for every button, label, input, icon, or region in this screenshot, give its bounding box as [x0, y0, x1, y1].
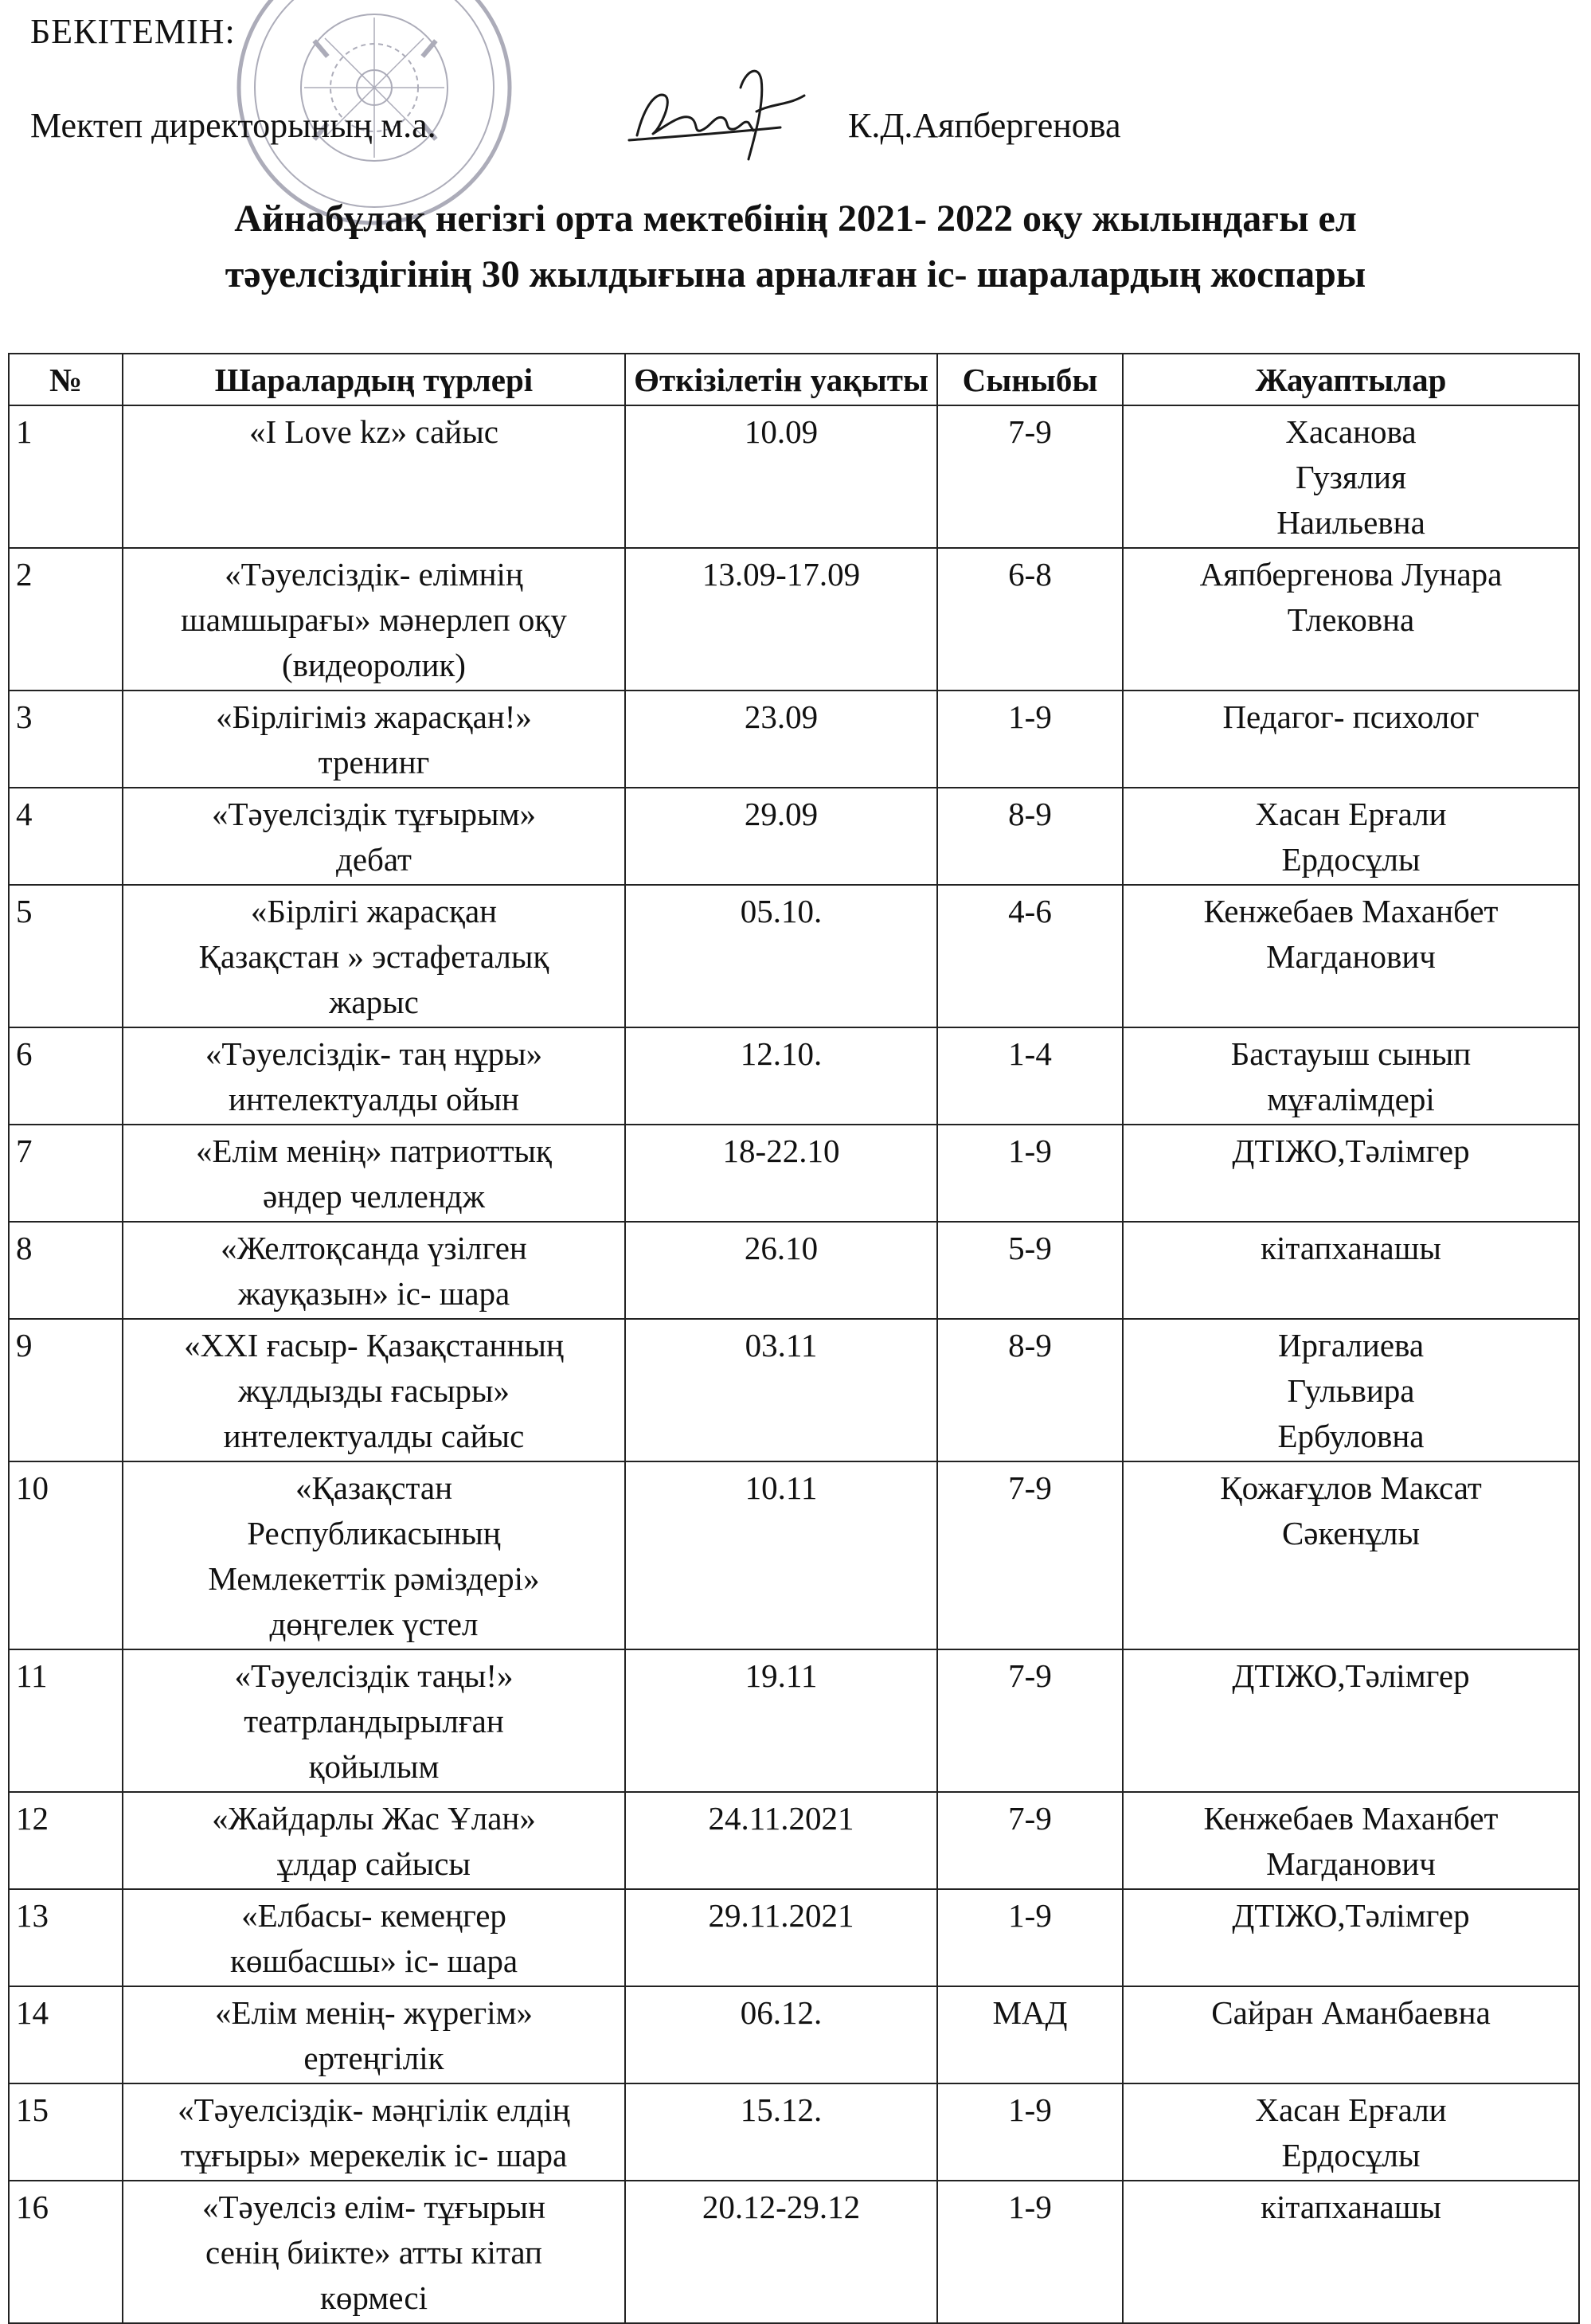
event-line: «Жайдарлы Жас Ұлан» — [212, 1800, 536, 1837]
event-line: «Елім менің» патриоттық — [196, 1133, 552, 1169]
date-cell: 10.11 — [625, 1461, 937, 1649]
event-cell — [123, 885, 625, 1027]
row-number: 8 — [9, 1222, 123, 1319]
row-number: 2 — [9, 548, 123, 691]
document-title-line-1: Айнабұлақ негізгі орта мектебінің 2021- 2022 оқу жылындағы ел — [234, 198, 1357, 240]
event-line: әндер челлендж — [262, 1178, 485, 1215]
event-line: «Елбасы- кемеңгер — [241, 1897, 506, 1934]
responsible-line: Қожағұлов Максат — [1220, 1469, 1482, 1506]
row-number: 15 — [9, 2083, 123, 2181]
table-row — [9, 1792, 1579, 1889]
responsible-line: Бастауыш сынып — [1230, 1035, 1472, 1072]
event-cell — [123, 2083, 625, 2181]
responsible-cell — [1123, 1222, 1579, 1319]
header-grade: Сыныбы — [937, 354, 1123, 405]
event-line: дебат — [336, 841, 412, 878]
responsible-cell — [1123, 1125, 1579, 1222]
event-line: «Тәуелсіздік- таң нұры» — [205, 1035, 543, 1072]
responsible-line: Гульвира — [1287, 1372, 1415, 1409]
row-number: 16 — [9, 2181, 123, 2323]
table-row — [9, 1125, 1579, 1222]
director-signature — [621, 48, 820, 167]
responsible-line: Ербуловна — [1277, 1418, 1425, 1454]
responsible-line: мұғалімдері — [1267, 1081, 1435, 1117]
event-line: «Тәуелсіздік- мәңгілік елдің — [178, 2091, 570, 2128]
event-cell — [123, 788, 625, 885]
date-cell: 18-22.10 — [625, 1125, 937, 1222]
event-line: жарыс — [329, 984, 419, 1020]
responsible-line: Хасанова — [1285, 413, 1417, 450]
header-responsible: Жауаптылар — [1123, 354, 1579, 405]
event-line: театрландырылған — [244, 1703, 504, 1739]
responsible-line: Кенжебаев Маханбет — [1203, 1800, 1499, 1837]
event-cell — [123, 691, 625, 788]
document-title — [0, 191, 1591, 303]
table-row — [9, 2083, 1579, 2181]
grade-cell: 1-9 — [937, 691, 1123, 788]
responsible-cell — [1123, 1792, 1579, 1889]
event-line: шамшырағы» мәнерлеп оқу — [181, 601, 567, 638]
row-number: 10 — [9, 1461, 123, 1649]
table-header-row — [9, 354, 1579, 405]
responsible-line: ДТІЖО,Тәлімгер — [1232, 1133, 1470, 1169]
responsible-cell — [1123, 1889, 1579, 1986]
event-line: ұлдар сайысы — [277, 1845, 471, 1882]
table-row — [9, 405, 1579, 548]
row-number: 1 — [9, 405, 123, 548]
responsible-line: Сайран Аманбаевна — [1211, 1994, 1491, 2031]
grade-cell: 8-9 — [937, 1319, 1123, 1461]
grade-cell: 5-9 — [937, 1222, 1123, 1319]
event-line: «Елім менің- жүрегім» — [214, 1994, 534, 2031]
grade-cell: 1-9 — [937, 1125, 1123, 1222]
date-cell: 05.10. — [625, 885, 937, 1027]
event-cell — [123, 405, 625, 548]
grade-cell: 1-9 — [937, 2181, 1123, 2323]
date-cell: 10.09 — [625, 405, 937, 548]
date-cell: 29.11.2021 — [625, 1889, 937, 1986]
event-line: «Бірлігіміз жарасқан!» — [216, 698, 532, 735]
date-cell: 06.12. — [625, 1986, 937, 2083]
responsible-line: Тлековна — [1287, 601, 1415, 638]
date-cell: 20.12-29.12 — [625, 2181, 937, 2323]
grade-cell: 1-9 — [937, 2083, 1123, 2181]
date-cell: 13.09-17.09 — [625, 548, 937, 691]
row-number: 3 — [9, 691, 123, 788]
events-plan-table — [8, 353, 1580, 2324]
event-line: жұлдызды ғасыры» — [237, 1372, 510, 1409]
responsible-line: Сәкенұлы — [1281, 1515, 1421, 1551]
responsible-line: Иргалиева — [1277, 1327, 1425, 1363]
row-number: 14 — [9, 1986, 123, 2083]
grade-cell: 1-9 — [937, 1889, 1123, 1986]
responsible-cell — [1123, 1986, 1579, 2083]
director-title: Мектеп директорының м.а. — [30, 106, 436, 145]
event-cell — [123, 1986, 625, 2083]
responsible-line: Ердосұлы — [1281, 2137, 1421, 2173]
responsible-line: Педагог- психолог — [1222, 698, 1480, 735]
event-cell — [123, 1649, 625, 1792]
table-row — [9, 1889, 1579, 1986]
responsible-cell — [1123, 2181, 1579, 2323]
director-name: К.Д.Аяпбергенова — [848, 106, 1121, 145]
event-cell — [123, 1792, 625, 1889]
document-title-line-2: тәуелсіздігінің 30 жылдығына арналған іс- шаралардың жоспары — [225, 253, 1366, 295]
event-line: жауқазын» іс- шара — [237, 1275, 510, 1312]
event-line: дөңгелек үстел — [269, 1606, 479, 1642]
event-line: «Тәуелсіздік тұғырым» — [211, 796, 537, 832]
event-line: «I Love kz» сайыс — [249, 413, 498, 450]
responsible-line: Магданович — [1266, 938, 1436, 975]
date-cell: 15.12. — [625, 2083, 937, 2181]
responsible-line: ДТІЖО,Тәлімгер — [1232, 1657, 1470, 1694]
row-number: 4 — [9, 788, 123, 885]
row-number: 5 — [9, 885, 123, 1027]
table-row — [9, 691, 1579, 788]
responsible-cell — [1123, 788, 1579, 885]
table-row — [9, 885, 1579, 1027]
event-line: тренинг — [318, 744, 430, 781]
event-line: интелектуалды сайыс — [223, 1418, 525, 1454]
grade-cell: 1-4 — [937, 1027, 1123, 1125]
row-number: 9 — [9, 1319, 123, 1461]
grade-cell: 7-9 — [937, 1649, 1123, 1792]
table-row — [9, 788, 1579, 885]
responsible-cell — [1123, 885, 1579, 1027]
responsible-cell — [1123, 2083, 1579, 2181]
event-cell — [123, 1027, 625, 1125]
responsible-line: кітапханашы — [1261, 2189, 1441, 2225]
header-event-type: Шаралардың түрлері — [123, 354, 625, 405]
date-cell: 29.09 — [625, 788, 937, 885]
responsible-cell — [1123, 1319, 1579, 1461]
event-line: интелектуалды ойын — [229, 1081, 519, 1117]
event-line: «Бірлігі жарасқан — [250, 893, 498, 929]
responsible-line: Ердосұлы — [1281, 841, 1421, 878]
event-line: «Желтоқсанда үзілген — [221, 1230, 527, 1266]
row-number: 11 — [9, 1649, 123, 1792]
event-line: «Тәуелсіздік- елімнің — [225, 556, 523, 593]
date-cell: 03.11 — [625, 1319, 937, 1461]
event-line: тұғыры» мерекелік іс- шара — [180, 2137, 568, 2173]
table-row — [9, 1986, 1579, 2083]
event-cell — [123, 1125, 625, 1222]
table-row — [9, 1222, 1579, 1319]
event-cell — [123, 548, 625, 691]
responsible-line: Магданович — [1266, 1845, 1436, 1882]
event-line: «Тәуелсіз елім- тұғырын — [201, 2189, 546, 2225]
responsible-line: ДТІЖО,Тәлімгер — [1232, 1897, 1470, 1934]
responsible-cell — [1123, 1027, 1579, 1125]
date-cell: 19.11 — [625, 1649, 937, 1792]
responsible-line: Кенжебаев Маханбет — [1203, 893, 1499, 929]
event-line: көшбасшы» іс- шара — [229, 1943, 518, 1979]
event-line: Қазақстан » эстафеталық — [198, 938, 549, 975]
responsible-line: Наильевна — [1276, 504, 1425, 541]
event-line: қойылым — [308, 1748, 440, 1785]
grade-cell: 6-8 — [937, 548, 1123, 691]
approval-label: БЕКІТЕМІН: — [30, 12, 236, 51]
grade-cell: 4-6 — [937, 885, 1123, 1027]
table-row — [9, 1649, 1579, 1792]
grade-cell: 7-9 — [937, 1461, 1123, 1649]
event-line: «Тәуелсіздік таңы!» — [234, 1657, 514, 1694]
table-row — [9, 1027, 1579, 1125]
row-number: 6 — [9, 1027, 123, 1125]
date-cell: 24.11.2021 — [625, 1792, 937, 1889]
table-row — [9, 2181, 1579, 2323]
table-row — [9, 1319, 1579, 1461]
event-line: Мемлекеттік рәміздері» — [208, 1560, 540, 1597]
grade-cell: 7-9 — [937, 405, 1123, 548]
event-line: Республикасының — [247, 1515, 501, 1551]
table-body — [9, 405, 1579, 2323]
responsible-cell — [1123, 405, 1579, 548]
event-cell — [123, 1222, 625, 1319]
table-row — [9, 548, 1579, 691]
grade-cell: 8-9 — [937, 788, 1123, 885]
event-cell — [123, 1889, 625, 1986]
table-row — [9, 1461, 1579, 1649]
responsible-line: Аяпбергенова Лунара — [1199, 556, 1503, 593]
event-line: «XXI ғасыр- Қазақстанның — [184, 1327, 564, 1363]
date-cell: 26.10 — [625, 1222, 937, 1319]
event-cell — [123, 1319, 625, 1461]
responsible-cell — [1123, 1649, 1579, 1792]
header-date: Өткізілетін уақыты — [625, 354, 937, 405]
event-line: сенің биікте» атты кітап — [205, 2234, 542, 2271]
grade-cell: МАД — [937, 1986, 1123, 2083]
header-number: № — [9, 354, 123, 405]
event-line: көрмесі — [319, 2279, 428, 2316]
event-cell — [123, 1461, 625, 1649]
row-number: 12 — [9, 1792, 123, 1889]
responsible-line: Хасан Ерғали — [1255, 796, 1447, 832]
event-cell — [123, 2181, 625, 2323]
row-number: 7 — [9, 1125, 123, 1222]
responsible-cell — [1123, 548, 1579, 691]
responsible-cell — [1123, 1461, 1579, 1649]
event-line: (видеоролик) — [282, 647, 466, 683]
event-line: ертеңгілік — [303, 2040, 444, 2076]
responsible-line: кітапханашы — [1261, 1230, 1441, 1266]
grade-cell: 7-9 — [937, 1792, 1123, 1889]
responsible-line: Хасан Ерғали — [1255, 2091, 1447, 2128]
responsible-cell — [1123, 691, 1579, 788]
event-line: «Қазақстан — [295, 1469, 453, 1506]
date-cell: 23.09 — [625, 691, 937, 788]
date-cell: 12.10. — [625, 1027, 937, 1125]
responsible-line: Гузялия — [1296, 459, 1406, 495]
row-number: 13 — [9, 1889, 123, 1986]
